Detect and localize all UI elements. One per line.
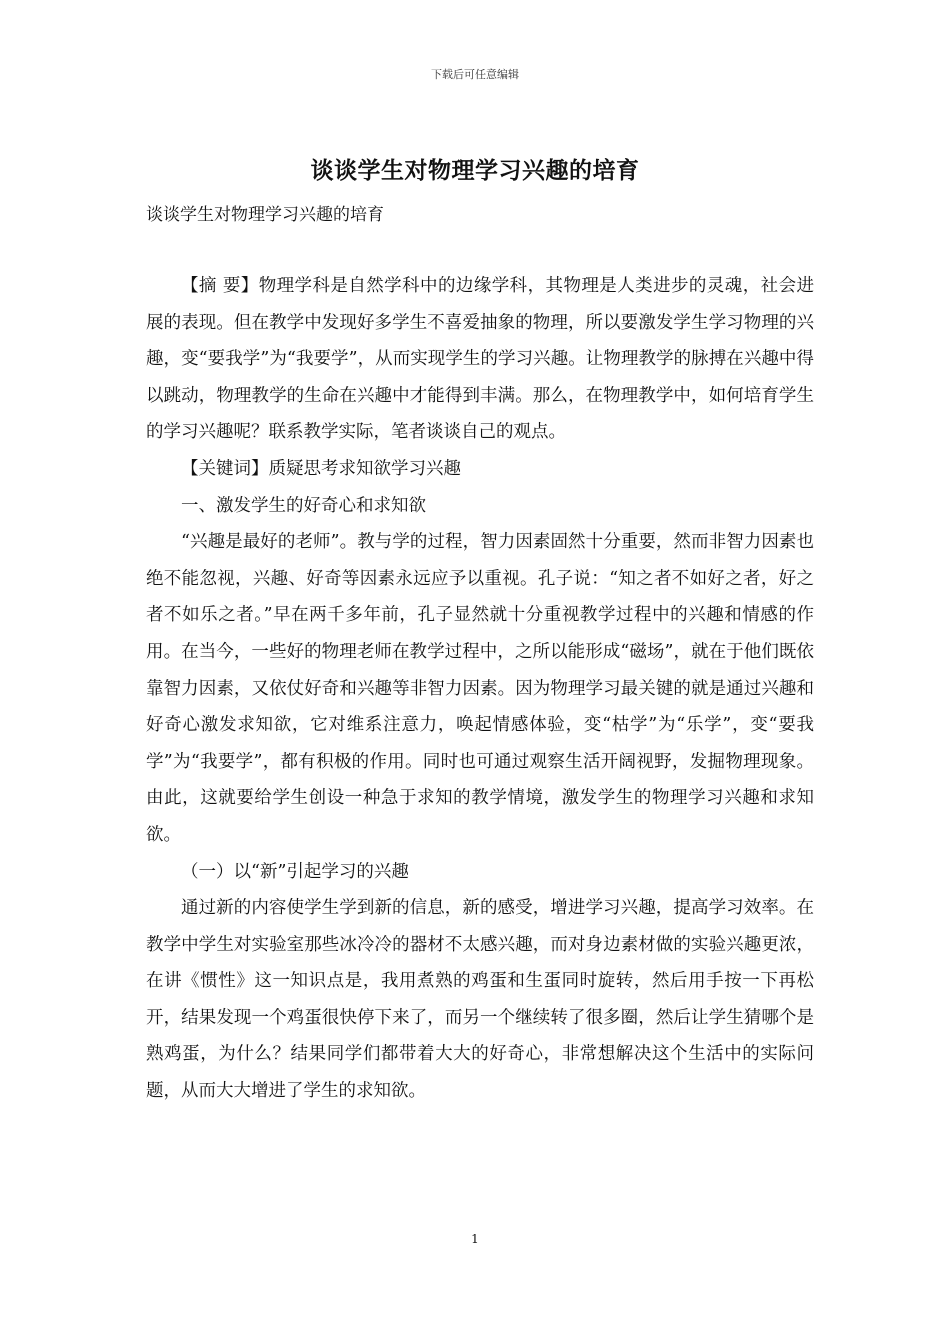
document-title: 谈谈学生对物理学习兴趣的培育 — [310, 157, 640, 184]
abstract-paragraph: 【摘 要】物理学科是自然学科中的边缘学科，其物理是人类进步的灵魂，社会进展的表现。但在教学中发现好多学生不喜爱抽象的物理，所以要激发学生学习物理的兴趣，变“要我学”为“我要学”，从而实现学生的学习兴趣。让物理教学的脉搏在兴趣中得以跳动，物理教学的生命在兴趣中才能得到丰满。那么，在物理教学中，如何培育学生的学习兴趣呢？联系教学实际，笔者谈谈自己的观点。 — [146, 276, 814, 443]
body-paragraph: “兴趣是最好的老师”。教与学的过程，智力因素固然十分重要，然而非智力因素也绝不能忽视，兴趣、好奇等因素永远应予以重视。孔子说：“知之者不如好之者，好之者不如乐之者。”早在两千多年前，孔子显然就十分重视教学过程中的兴趣和情感的作用。在当今，一些好的物理老师在教学过程中，之所以能形成“磁场”，就在于他们既依靠智力因素，又依仗好奇和兴趣等非智力因素。因为物理学习最关键的就是通过兴趣和好奇心激发求知欲，它对维系注意力，唤起情感体验，变“枯学”为“乐学”，变“要我学”为“我要学”，都有积极的作用。同时也可通过观察生活开阔视野，发掘物理现象。由此，这就要给学生创设一种急于求知的教学情境，激发学生的物理学习兴趣和求知欲。 — [146, 532, 814, 845]
body-paragraph: 通过新的内容使学生学到新的信息，新的感受，增进学习兴趣，提高学习效率。在教学中学生对实验室那些冰冷冷的器材不太感兴趣，而对身边素材做的实验兴趣更浓，在讲《惯性》这一知识点是，我用煮熟的鸡蛋和生蛋同时旋转，然后用手按一下再松开，结果发现一个鸡蛋很快停下来了，而另一个继续转了很多圈，然后让学生猜哪个是熟鸡蛋，为什么？结果同学们都带着大大的好奇心，非常想解决这个生活中的实际问题，从而大大增进了学生的求知欲。 — [146, 898, 814, 1102]
section-heading-1: 一、激发学生的好奇心和求知欲 — [181, 495, 426, 516]
subsection-heading-1: （一）以“新”引起学习的兴趣 — [181, 861, 409, 882]
keywords-paragraph: 【关键词】质疑思考求知欲学习兴趣 — [181, 458, 461, 479]
page-number: 1 — [471, 1232, 479, 1246]
document-body — [146, 268, 814, 1110]
page-header-note: 下载后可任意编辑 — [431, 68, 519, 81]
document-subtitle: 谈谈学生对物理学习兴趣的培育 — [146, 205, 384, 225]
